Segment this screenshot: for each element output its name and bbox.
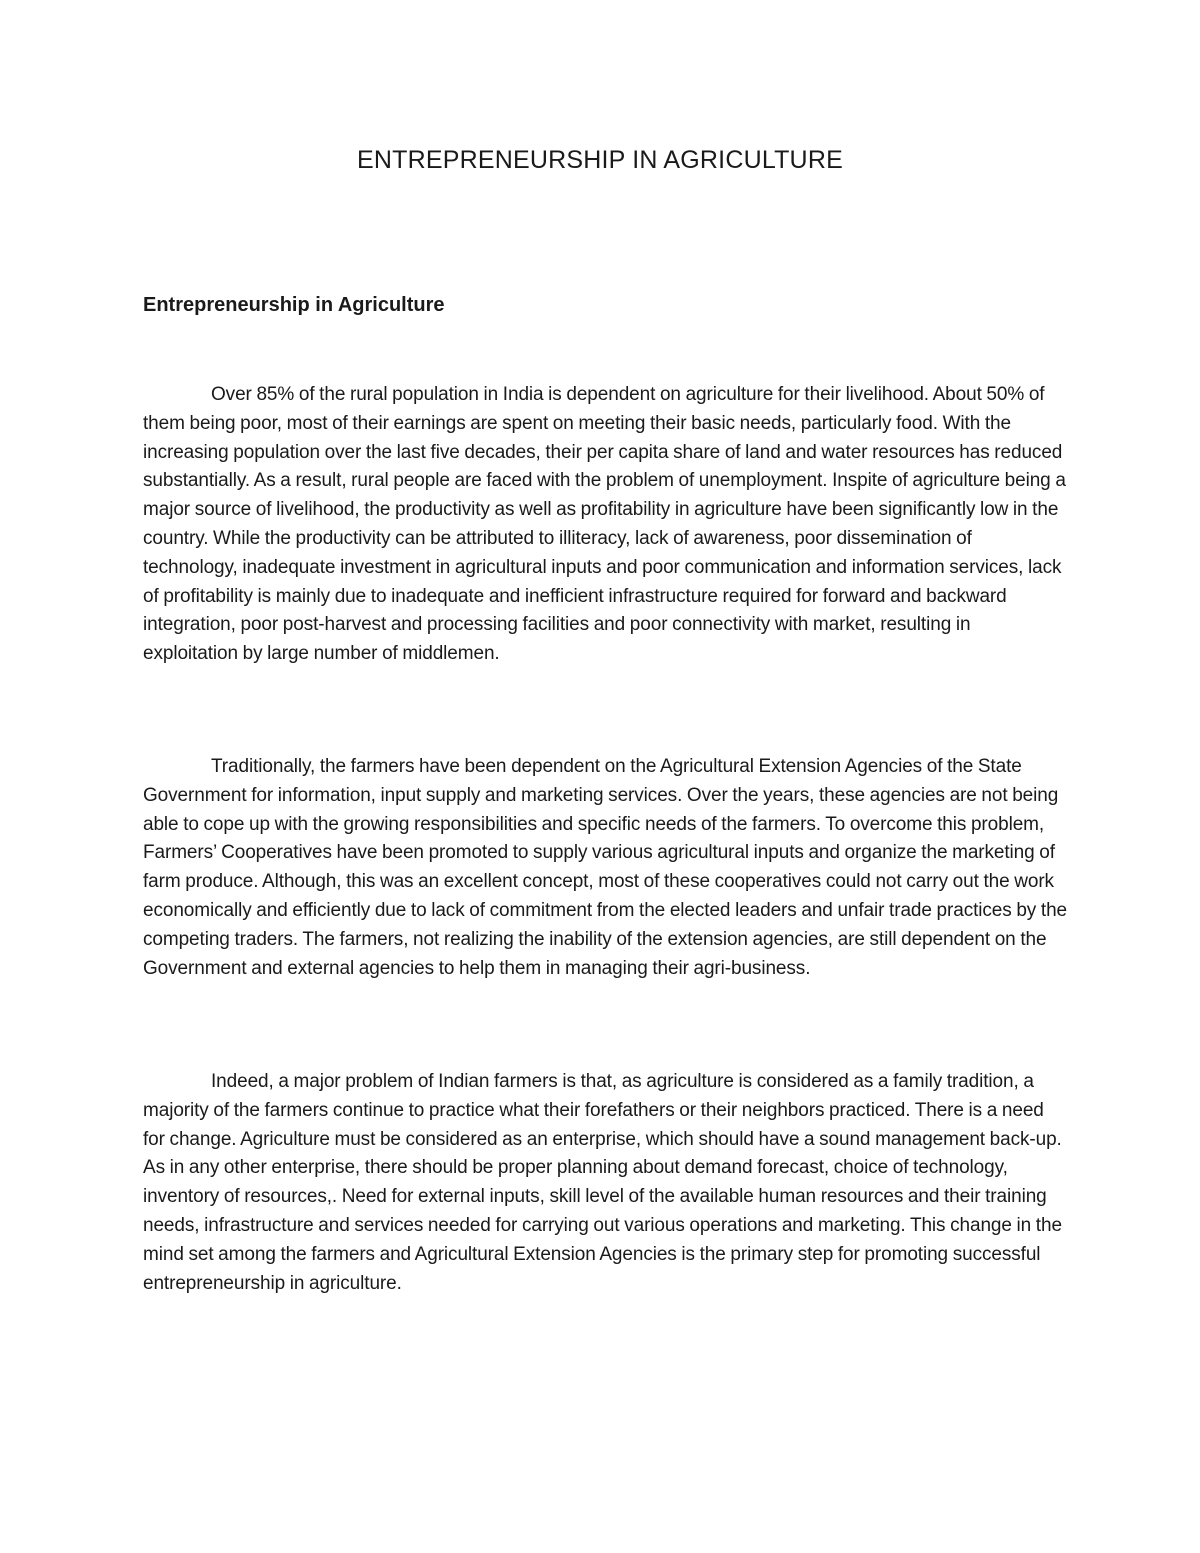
section-heading: Entrepreneurship in Agriculture — [143, 294, 445, 316]
document-title: ENTREPRENEURSHIP IN AGRICULTURE — [357, 146, 843, 174]
body-paragraph-2: Traditionally, the farmers have been dependent on the Agricultural Extension Agencies of the State Government for information, input supply and marketing services. Over the years, these agencies are not being able to cope up with the growing responsibilities and specific needs of the farmers. To overcome this problem, Farmers’ Cooperatives have been promoted to supply various agricultural inputs and organize the marketing of farm produce. Although, this was an excellent concept, most of these cooperatives could not carry out the work economically and efficiently due to lack of commitment from the elected leaders and unfair trade practices by the competing traders. The farmers, not realizing the inability of the extension agencies, are still dependent on the Government and external agencies to help them in managing their agri-business. — [143, 756, 1068, 979]
body-paragraph-1: Over 85% of the rural population in India is dependent on agriculture for their livelihood. About 50% of them being poor, most of their earnings are spent on meeting their basic needs, particularly food. With the increasing population over the last five decades, their per capita share of land and water resources has reduced substantially. As a result, rural people are faced with the problem of unemployment. Inspite of agriculture being a major source of livelihood, the productivity as well as profitability in agriculture have been significantly low in the country. While the productivity can be attributed to illiteracy, lack of awareness, poor dissemination of technology, inadequate investment in agricultural inputs and poor communication and information services, lack of profitability is mainly due to inadequate and inefficient infrastructure required for forward and backward integration, poor post-harvest and processing facilities and poor connectivity with market, resulting in exploitation by large number of middlemen. — [143, 384, 1066, 665]
body-paragraph-3: Indeed, a major problem of Indian farmers is that, as agriculture is considered as a family tradition, a majority of the farmers continue to practice what their forefathers or their neighbors practiced. There is a need for change. Agriculture must be considered as an enterprise, which should have a sound management back-up. As in any other enterprise, there should be proper planning about demand forecast, choice of technology, inventory of resources,. Need for external inputs, skill level of the available human resources and their training needs, infrastructure and services needed for carrying out various operations and marketing. This change in the mind set among the farmers and Agricultural Extension Agencies is the primary step for promoting successful entrepreneurship in agriculture. — [143, 1071, 1062, 1294]
